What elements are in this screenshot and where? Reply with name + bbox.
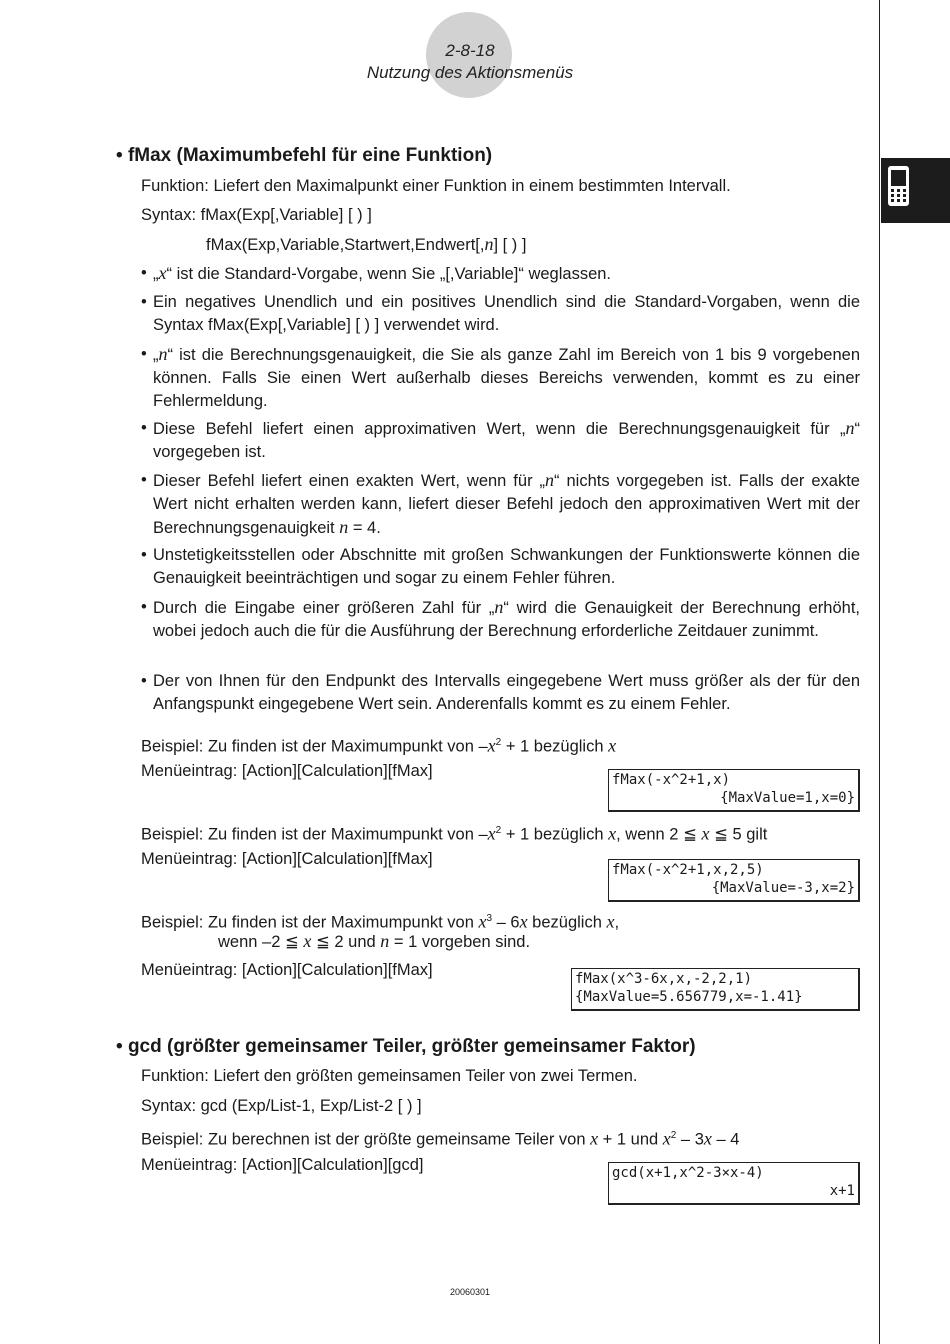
fmax-example-2: Beispiel: Zu finden ist der Maximumpunkt von $-x^2 + 1$ bezüglich x, wenn 2 ≦ x ≦ 5 gilt (141, 823, 768, 844)
fmax-syntax-2: fMax(Exp,Variable,Startwert,Endwert[,n] [ ) ] (206, 234, 527, 254)
fmax-bullet-5: Dieser Befehl liefert einen exakten Wert, wenn für „n“ nichts vorgegeben ist. Falls der exakte Wert nicht erhalten werden kann, liefert dieser Befehl jedoch den approximativen Wert mit der Berechnungsgenauigkeit n = 4. (153, 470, 860, 537)
calculator-screen-gcd (608, 1162, 860, 1205)
page-number: 2-8-18 (445, 41, 495, 60)
screen-result: {MaxValue=-3,x=2} (711, 880, 855, 896)
calculator-screen-1 (608, 769, 860, 812)
fmax-menu-3: Menüeintrag: [Action][Calculation][fMax] (141, 961, 433, 979)
heading-bullet: • (116, 145, 123, 166)
fmax-syntax-1: Syntax: fMax(Exp[,Variable] [ ) ] (141, 206, 372, 224)
bullet-marker: • (141, 264, 147, 282)
fmax-heading (116, 145, 492, 167)
fmax-bullet-4: Diese Befehl liefert einen approximativen Wert, wenn die Berechnungsgenauigkeit für „n“ vorgegeben ist. (153, 418, 860, 461)
chapter-tab (881, 158, 950, 223)
fmax-bullet-8: Der von Ihnen für den Endpunkt des Intervalls eingegebene Wert muss größer als der für den Anfangspunkt eingegebene Wert sein. Anderenfalls kommt es zu einem Fehler. (153, 672, 860, 713)
fmax-bullet-6: Unstetigkeitsstellen oder Abschnitte mit großen Schwankungen der Funktionswerte können die Genauigkeit beeinträchtigen und sogar zu einem Fehler führen. (153, 546, 860, 587)
fmax-bullet-3: „n“ ist die Berechnungsgenauigkeit, die Sie als ganze Zahl im Bereich von 1 bis 9 vorgebenen können. Falls Sie einen Wert außerhalb dieses Bereichs verwenden, kommt es zu einer Fehlermeldung. (153, 344, 860, 410)
gcd-example: Beispiel: Zu berechnen ist der größte gemeinsame Teiler von x + 1 und $x^2 - 3x - 4$ (141, 1128, 740, 1149)
fmax-menu-2: Menüeintrag: [Action][Calculation][fMax] (141, 850, 433, 868)
fmax-example-1: Beispiel: Zu finden ist der Maximumpunkt von $-x^2 + 1$ bezüglich x (141, 735, 617, 756)
bullet-marker: • (141, 598, 147, 616)
footer-code: 20060301 (449, 1287, 491, 1297)
screen-result: {MaxValue=5.656779,x=-1.41} (575, 989, 803, 1005)
gcd-menu: Menüeintrag: [Action][Calculation][gcd] (141, 1156, 424, 1174)
bullet-marker: • (141, 293, 147, 311)
calculator-icon (881, 158, 950, 223)
fmax-example-3-condition: wenn –2 ≦ x ≦ 2 und n = 1 vorgeben sind. (218, 931, 531, 951)
fmax-function: Funktion: Liefert den Maximalpunkt einer Funktion in einem bestimmten Intervall. (141, 177, 731, 195)
screen-result: x+1 (829, 1183, 855, 1199)
gcd-heading (116, 1036, 696, 1058)
bullet-marker: • (141, 546, 147, 564)
bullet-marker: • (141, 672, 147, 690)
gcd-syntax: Syntax: gcd (Exp/List-1, Exp/List-2 [ ) ] (141, 1097, 422, 1115)
screen-result: {MaxValue=1,x=0} (720, 790, 855, 806)
page-title: Nutzung des Aktionsmenüs (366, 63, 574, 82)
screen-input: fMax(-x^2+1,x) (612, 772, 731, 788)
bullet-marker: • (141, 419, 147, 437)
margin-rule (879, 0, 880, 1344)
bullet-marker: • (141, 471, 147, 489)
fmax-bullet-7: Durch die Eingabe einer größeren Zahl für „n“ wird die Genauigkeit der Berechnung erhöht, wobei jedoch auch die für die Ausführung der Berechnung erforderliche Zeitdauer zunimmt. (153, 597, 860, 640)
heading-bullet: • (116, 1036, 123, 1057)
fmax-bullet-1: „x“ ist die Standard-Vorgabe, wenn Sie „[,Variable]“ weglassen. (153, 263, 612, 283)
calculator-screen-2 (608, 859, 860, 902)
fmax-menu-1: Menüeintrag: [Action][Calculation][fMax] (141, 762, 433, 780)
gcd-heading-text: gcd (größter gemeinsamer Teiler, größter gemeinsamer Faktor) (127, 1036, 696, 1057)
screen-input: fMax(x^3-6x,x,-2,2,1) (575, 971, 753, 987)
fmax-example-3: Beispiel: Zu finden ist der Maximumpunkt von $x^3 - 6x$ bezüglich x, (141, 911, 620, 932)
gcd-function: Funktion: Liefert den größten gemeinsamen Teiler von zwei Termen. (141, 1067, 638, 1085)
screen-input: gcd(x+1,x^2-3×x-4) (612, 1165, 764, 1181)
fmax-heading-text: fMax (Maximumbefehl für eine Funktion) (127, 145, 493, 166)
screen-input: fMax(-x^2+1,x,2,5) (612, 862, 764, 878)
fmax-bullet-2: Ein negatives Unendlich und ein positives Unendlich sind die Standard-Vorgaben, wenn die Syntax fMax(Exp[,Variable] [ ) ] verwendet wird. (153, 293, 860, 334)
calculator-screen-3 (571, 968, 860, 1011)
bullet-marker: • (141, 345, 147, 363)
